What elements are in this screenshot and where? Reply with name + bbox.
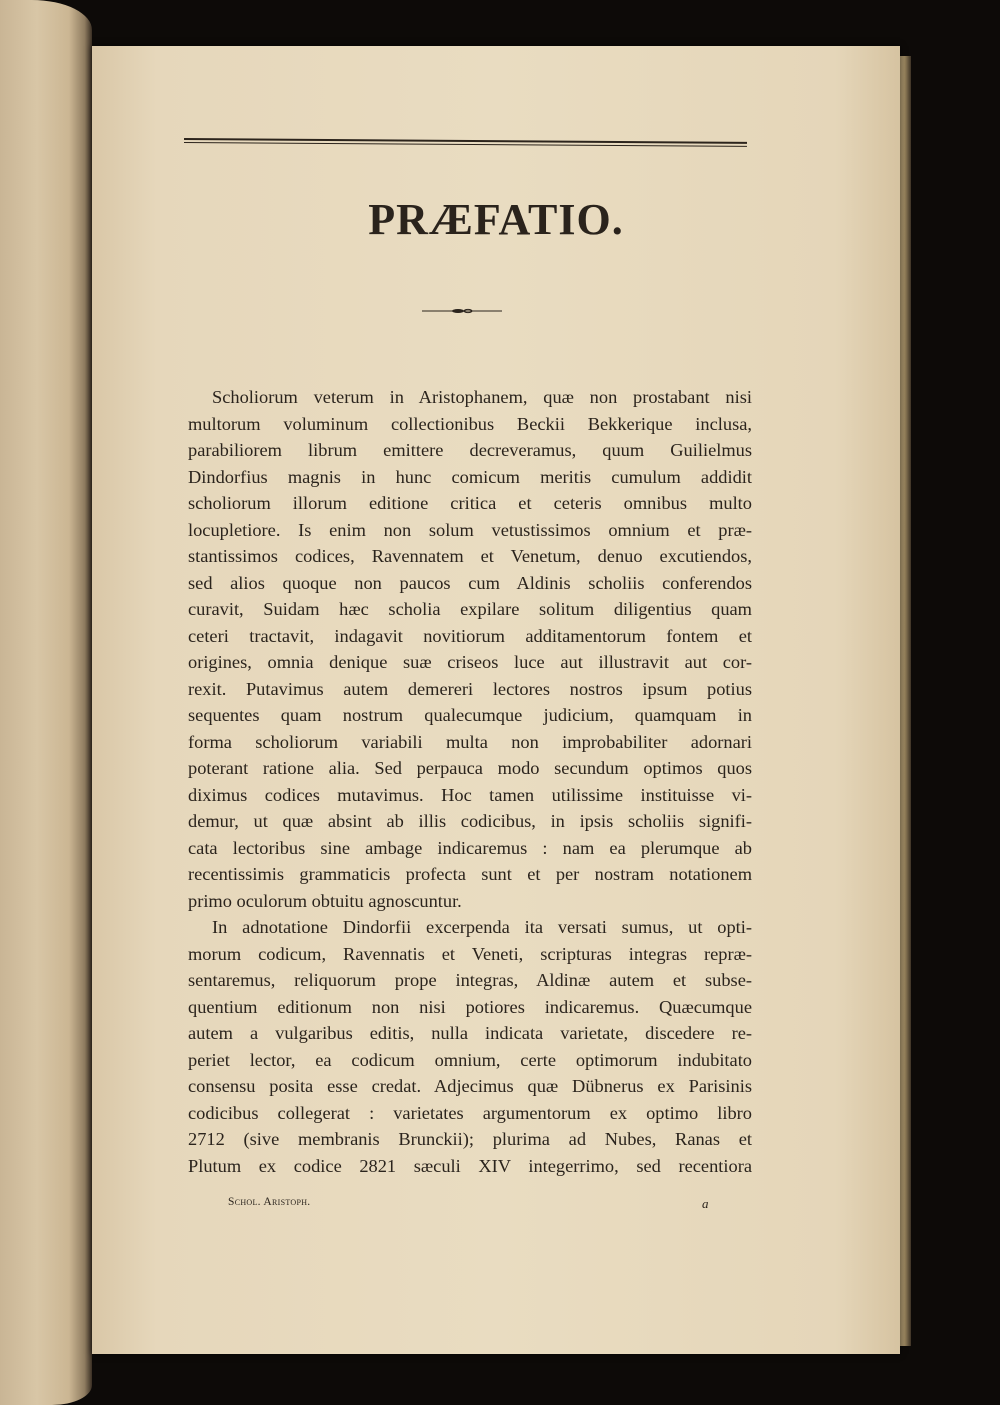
text-line: scholiorum illorum editione critica et ceteris omnibus multo xyxy=(188,493,752,513)
text-line: stantissimos codices, Ravennatem et Venetum, denuo excutiendos, xyxy=(188,546,752,566)
text-line: sequentes quam nostrum qualecumque judicium, quamquam in xyxy=(188,705,752,725)
text-line: 2712 (sive membranis Brunckii); plurima ad Nubes, Ranas et xyxy=(188,1129,752,1149)
text-line: curavit, Suidam hæc scholia expilare solitum diligentius quam xyxy=(188,599,752,619)
title-ornament xyxy=(422,308,502,314)
gathering-mark: a xyxy=(702,1196,709,1211)
text-line: cata lectoribus sine ambage indicaremus : nam ea plerumque ab xyxy=(188,837,752,858)
text-line: sentaremus, reliquorum prope integras, Aldinæ autem et subse- xyxy=(188,970,752,990)
preface-body xyxy=(188,384,752,1179)
text-line: rexit. Putavimus autem demereri lectores nostros ipsum potius xyxy=(188,678,752,699)
text-line: multorum voluminum collectionibus Beckii Bekkerique inclusa, xyxy=(188,413,752,434)
text-line: morum codicum, Ravennatis et Veneti, scripturas integras repræ- xyxy=(188,943,752,964)
text-line: quentium editionum non nisi potiores indicaremus. Quæcumque xyxy=(188,996,752,1017)
text-line: forma scholiorum variabili multa non improbabiliter adornari xyxy=(188,731,752,752)
text-line: parabiliorem librum emittere decreveramus, quum Guilielmus xyxy=(188,440,752,460)
text-line: recentissimis grammaticis profecta sunt et per nostram notationem xyxy=(188,864,752,884)
text-line: autem a vulgaribus editis, nulla indicata varietate, discedere re- xyxy=(188,1023,752,1043)
signature-mark: Schol. Aristoph. xyxy=(228,1196,311,1208)
left-page-edge xyxy=(0,0,92,1405)
text-line: Scholiorum veterum in Aristophanem, quæ non prostabant nisi xyxy=(212,387,752,407)
text-line: Dindorfius magnis in hunc comicum meritis cumulum addidit xyxy=(188,466,752,487)
paragraph-2 xyxy=(188,914,752,1179)
text-line: codicibus collegerat : varietates argumentorum ex optimo libro xyxy=(188,1102,752,1123)
text-line: primo oculorum obtuitu agnoscuntur. xyxy=(188,890,462,911)
text-line: ceteri tractavit, indagavit novitiorum additamentorum fontem et xyxy=(188,625,752,646)
page-title: PRÆFATIO. xyxy=(368,195,624,244)
header-double-rule xyxy=(184,138,747,150)
text-line: periet lector, ea codicum omnium, certe optimorum indubitato xyxy=(188,1049,752,1070)
text-line: sed alios quoque non paucos cum Aldinis scholiis conferendos xyxy=(188,572,752,593)
text-line: diximus codices mutavimus. Hoc tamen utilissime instituisse vi- xyxy=(188,784,752,805)
text-line: In adnotatione Dindorfii excerpenda ita versati sumus, ut opti- xyxy=(212,917,752,937)
text-line: origines, omnia denique suæ criseos luce aut illustravit aut cor- xyxy=(188,652,752,672)
text-line: consensu posita esse credat. Adjecimus quæ Dübnerus ex Parisinis xyxy=(188,1076,752,1096)
paragraph-1 xyxy=(188,384,752,914)
text-line: poterant ratione alia. Sed perpauca modo secundum optimos quos xyxy=(188,758,752,778)
text-line: locupletiore. Is enim non solum vetustissimos omnium et præ- xyxy=(188,519,752,540)
text-line: demur, ut quæ absint ab illis codicibus, in ipsis scholiis signifi- xyxy=(188,811,752,831)
text-line: Plutum ex codice 2821 sæculi XIV integerrimo, sed recentiora xyxy=(188,1155,752,1176)
book-page xyxy=(92,46,900,1354)
